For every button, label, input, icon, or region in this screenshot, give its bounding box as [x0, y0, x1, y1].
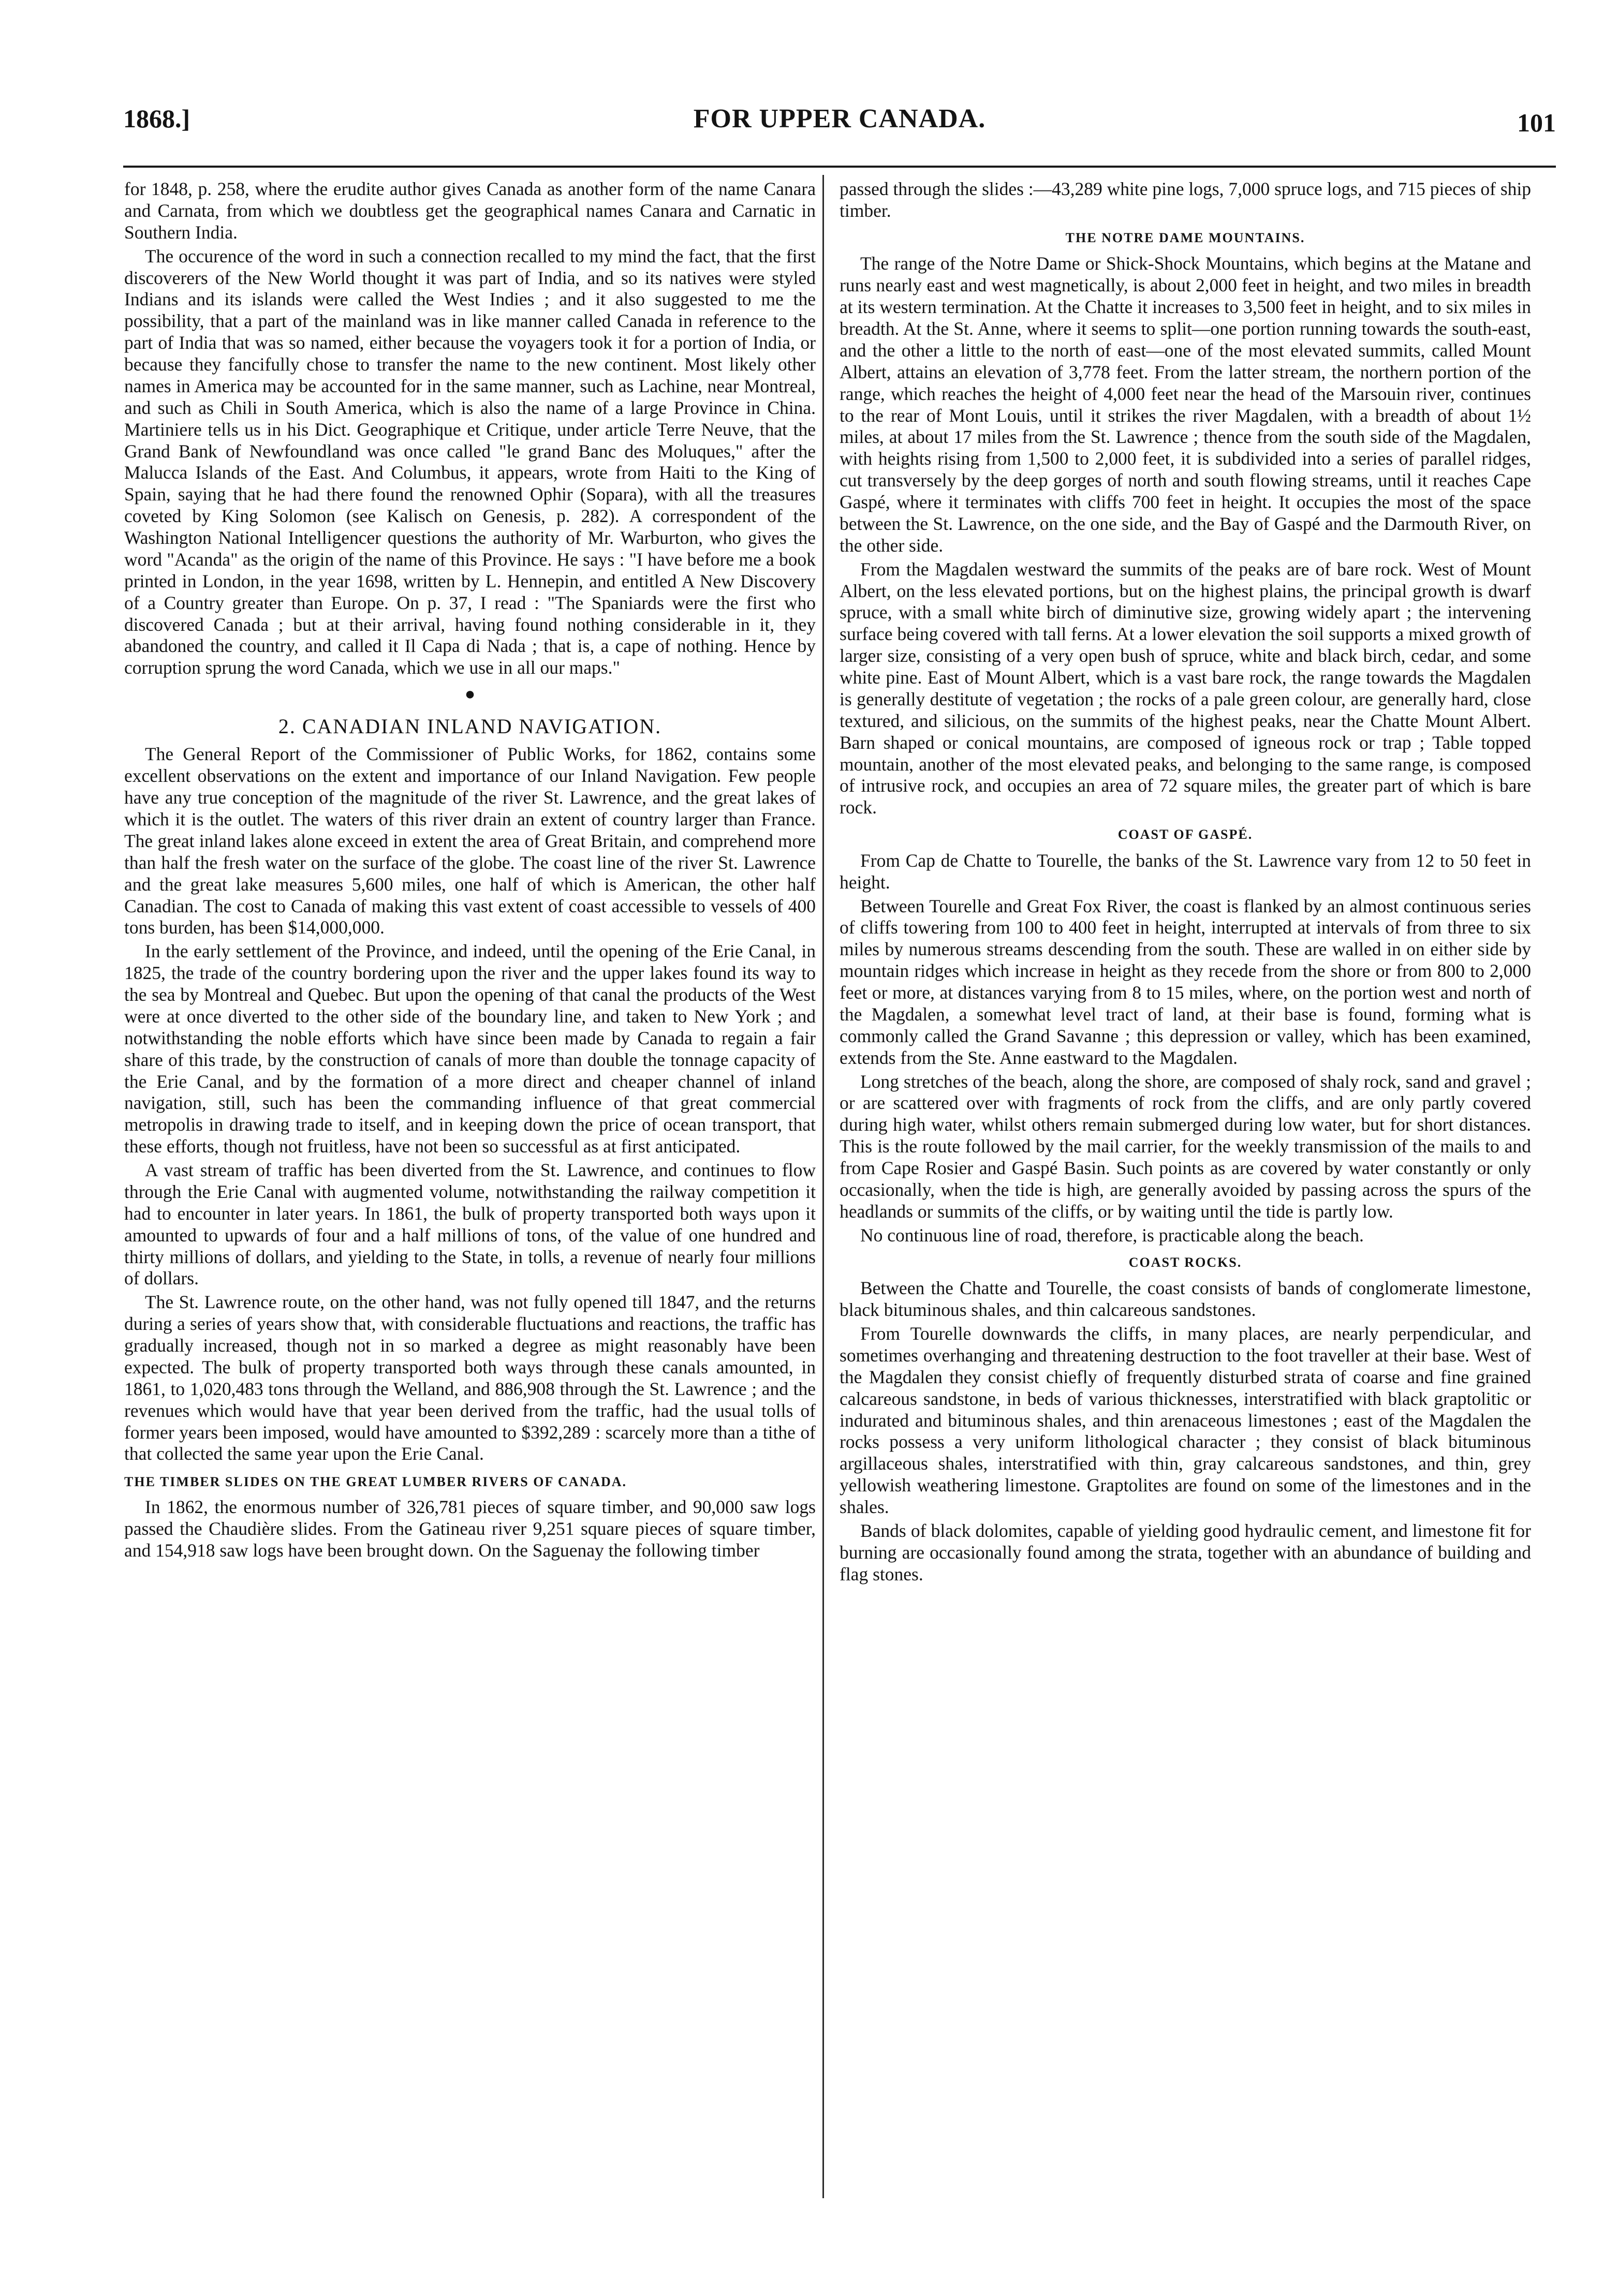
right-column	[840, 179, 1531, 1588]
section-title: 2. CANADIAN INLAND NAVIGATION.	[278, 715, 662, 738]
subsection-heading: COAST OF GASPÉ.	[1117, 827, 1253, 842]
paragraph: Between the Chatte and Tourelle, the coast consists of bands of conglomerate limestone, black bituminous shales, and thin calcareous sandstones.	[840, 1278, 1531, 1321]
header-rule	[123, 166, 1556, 168]
subsection-heading: THE NOTRE DAME MOUNTAINS.	[1065, 230, 1305, 245]
paragraph: From the Magdalen westward the summits of the peaks are of bare rock. West of Mount Albert, on the less elevated portions, but on the highest plains, the principal growth is dwarf spruce, with a small white birch of diminutive size, growing widely apart ; the intervening surface being covered with tall ferns. At a lower elevation the soil supports a mixed growth of larger size, consisting of a very open bush of spruce, white and black birch, cedar, and some white pine. East of Mount Albert, which is a vast bare rock, the range towards the Magdalen is generally destitute of vegetation ; the rocks of a pale green colour, are generally hard, close textured, and silicious, on the summits of the highest peaks, near the Chatte Mount Albert. Barn shaped or conical mountains, are composed of igneous rock or trap ; Table topped mountain, another of the most elevated peaks, and belonging to the same range, is composed of intrusive rock, and occupies an area of 72 square miles, the greater part of which is bare rock.	[840, 558, 1531, 818]
paragraph: Bands of black dolomites, capable of yielding good hydraulic cement, and limestone fit for burning are occasionally found among the strata, together with an abundance of building and flag stones.	[840, 1520, 1531, 1584]
paragraph: passed through the slides :—43,289 white pine logs, 7,000 spruce logs, and 715 pieces of ship timber.	[840, 179, 1531, 221]
header-title: FOR UPPER CANADA.	[693, 104, 986, 134]
header-year: 1868.]	[123, 104, 190, 133]
paragraph: In 1862, the enormous number of 326,781 pieces of square timber, and 90,000 saw logs passed the Chaudière slides. From the Gatineau river 9,251 square pieces of square timber, and 154,918 saw logs have been brought down. On the Saguenay the following timber	[124, 1496, 816, 1561]
paragraph: The range of the Notre Dame or Shick-Shock Mountains, which begins at the Matane and runs nearly east and west magnetically, is about 2,000 feet in height, and two miles in breadth at its western termination. At the Chatte it increases to 3,500 feet in height, and to six miles in breadth. At the St. Anne, where it seems to split—one portion running towards the south-east, and the other a little to the north of east—one of the most elevated summits, called Mount Albert, attains an elevation of 3,778 feet. From the latter stream, the northern portion of the range, which reaches the height of 4,000 feet near the head of the Marsouin river, continues to the rear of Mont Louis, until it strikes the river Magdalen, with a breadth of about 1½ miles, at about 17 miles from the St. Lawrence ; thence from the south side of the Magdalen, with heights rising from 1,500 to 2,000 feet, it is subdivided into a series of parallel ridges, cut transversely by the deep gorges of north and south flowing streams, until it reaches Cape Gaspé, where it terminates with cliffs 700 feet in height. It occupies the most of the space between the St. Lawrence, on the one side, and the Bay of Gaspé and the Darmouth River, on the other side.	[840, 253, 1531, 556]
paragraph: In the early settlement of the Province, and indeed, until the opening of the Erie Canal, in 1825, the trade of the country bordering upon the river and the upper lakes found its way to the sea by Montreal and Quebec. But upon the opening of that canal the products of the West were at once diverted to the other side of the boundary line, and taken to New York ; and notwithstanding the noble efforts which have since been made by Canada to regain a fair share of this trade, by the construction of canals of more than double the tonnage capacity of the Erie Canal, and by the formation of a more direct and cheaper channel of inland navigation, still, such has been the commanding influence of that great commercial metropolis in drawing trade to itself, and in keeping down the price of ocean transport, that these efforts, though not fruitless, have not been so successful as at first anticipated.	[124, 941, 816, 1157]
subsection-heading: COAST ROCKS.	[1128, 1254, 1242, 1270]
column-divider	[822, 175, 824, 2198]
running-header	[123, 103, 1556, 153]
section-separator: ●	[464, 685, 476, 704]
left-column	[124, 179, 816, 1564]
page-number: 101	[1517, 108, 1556, 137]
paragraph: The occurence of the word in such a connection recalled to my mind the fact, that the first discoverers of the New World thought it was part of India, and so its natives were styled Indians and its islands were called the West Indies ; and it also suggested to me the possibility, that a part of the mainland was in like manner called Canada in reference to the part of India that was so named, either because the voyagers took it for a portion of India, or because they fancifully chose to transfer the name to the new continent. Most likely other names in America may be accounted for in the same manner, such as Lachine, near Montreal, and such as Chili in South America, which is also the name of a large Province in China. Martiniere tells us in his Dict. Geographique et Critique, under article Terre Neuve, that the Grand Bank of Newfoundland was once called "le grand Banc des Moluques," after the Malucca Islands of the East. And Columbus, it appears, wrote from Haiti to the King of Spain, saying that he had there found the renowned Ophir (Sopara), with all the treasures coveted by King Solomon (see Kalisch on Genesis, p. 282). A correspondent of the Washington National Intelligencer questions the authority of Mr. Warburton, who gives the word "Acanda" as the origin of the name of this Province. He says : "I have before me a book printed in London, in the year 1698, written by L. Hennepin, and entitled A New Discovery of a Country greater than Europe. On p. 37, I read : "The Spaniards were the first who discovered Canada ; but at their arrival, having found nothing considerable in it, they abandoned the country, and called it Il Capa di Nada ; that is, a cape of nothing. Hence by corruption sprung the word Canada, which we use in all our maps."	[124, 245, 816, 678]
paragraph: A vast stream of traffic has been diverted from the St. Lawrence, and continues to flow through the Erie Canal with augmented volume, notwithstanding the railway competition it had to encounter in later years. In 1861, the bulk of property transported both ways upon it amounted to upwards of four and a half millions of tons, of the value of one hundred and thirty millions of dollars, and yielding to the State, in tolls, a revenue of nearly four millions of dollars.	[124, 1160, 816, 1289]
paragraph: The General Report of the Commissioner of Public Works, for 1862, contains some excellent observations on the extent and importance of our Inland Navigation. Few people have any true conception of the magnitude of the river St. Lawrence, and the great lakes of which it is the outlet. The waters of this river drain an extent of country larger than France. The great inland lakes alone exceed in extent the area of Great Britain, and comprehend more than half the fresh water on the surface of the globe. The coast line of the river St. Lawrence and the great lake measures 5,600 miles, one half of which is American, the other half Canadian. The cost to Canada of making this vast extent of coast accessible to vessels of 400 tons burden, has been $14,000,000.	[124, 744, 816, 938]
paragraph: Long stretches of the beach, along the shore, are composed of shaly rock, sand and gravel ; or are scattered over with fragments of rock from the cliffs, and are only partly covered during high water, whilst others remain submerged during low water, but for short distances. This is the route followed by the mail carrier, for the weekly transmission of the mails to and from Cape Rosier and Gaspé Basin. Such points as are covered by water constantly or only occasionally, when the tide is high, are generally avoided by passing across the spurs of the headlands or summits of the cliffs, or by waiting until the tide is partly low.	[840, 1071, 1531, 1222]
paragraph: From Tourelle downwards the cliffs, in many places, are nearly perpendicular, and sometimes overhanging and threatening destruction to the foot traveller at their base. West of the Magdalen they consist chiefly of frequently disturbed strata of coarse and fine grained calcareous sandstone, in beds of various thicknesses, interstratified with black graptolitic or indurated and bituminous shales, and thin arenaceous limestones ; east of the Magdalen the rocks possess a very uniform lithological character ; they consist of black bituminous argillaceous shales, interstratified with thin, gray calcareous sandstones, and thin, grey yellowish weathering limestone. Graptolites are found on some of the limestones and in the shales.	[840, 1323, 1531, 1518]
paragraph: The St. Lawrence route, on the other hand, was not fully opened till 1847, and the returns during a series of years show that, with considerable fluctuations and reactions, the traffic has gradually increased, though not in so marked a degree as might reasonably have been expected. The bulk of property transported both ways through these canals amounted, in 1861, to 1,020,483 tons through the Welland, and 886,908 through the St. Lawrence ; and the revenues which would have that year been derived from the traffic, had the usual tolls of former years been imposed, would have amounted to $392,289 : scarcely more than a tithe of that collected the same year upon the Erie Canal.	[124, 1292, 816, 1464]
paragraph: From Cap de Chatte to Tourelle, the banks of the St. Lawrence vary from 12 to 50 feet in height.	[840, 850, 1531, 893]
paragraph: for 1848, p. 258, where the erudite author gives Canada as another form of the name Canara and Carnata, from which we doubtless get the geographical names Canara and Carnatic in Southern India.	[124, 179, 816, 243]
paragraph: No continuous line of road, therefore, is practicable along the beach.	[860, 1224, 1364, 1246]
subsection-heading: THE TIMBER SLIDES ON THE GREAT LUMBER RIVERS OF CANADA.	[124, 1474, 627, 1490]
paragraph: Between Tourelle and Great Fox River, the coast is flanked by an almost continuous series of cliffs towering from 100 to 400 feet in height, interrupted at intervals of from three to six miles by numerous streams descending from the south. These are walled in on either side by mountain ridges which increase in height as they recede from the shore or from 800 to 2,000 feet or more, at distances varying from 8 to 15 miles, where, on the portion west and north of the Magdalen, a somewhat level tract of land, at their base is found, forming what is commonly called the Grand Savanne ; this depression or valley, which has been examined, extends from the Ste. Anne eastward to the Magdalen.	[840, 895, 1531, 1068]
